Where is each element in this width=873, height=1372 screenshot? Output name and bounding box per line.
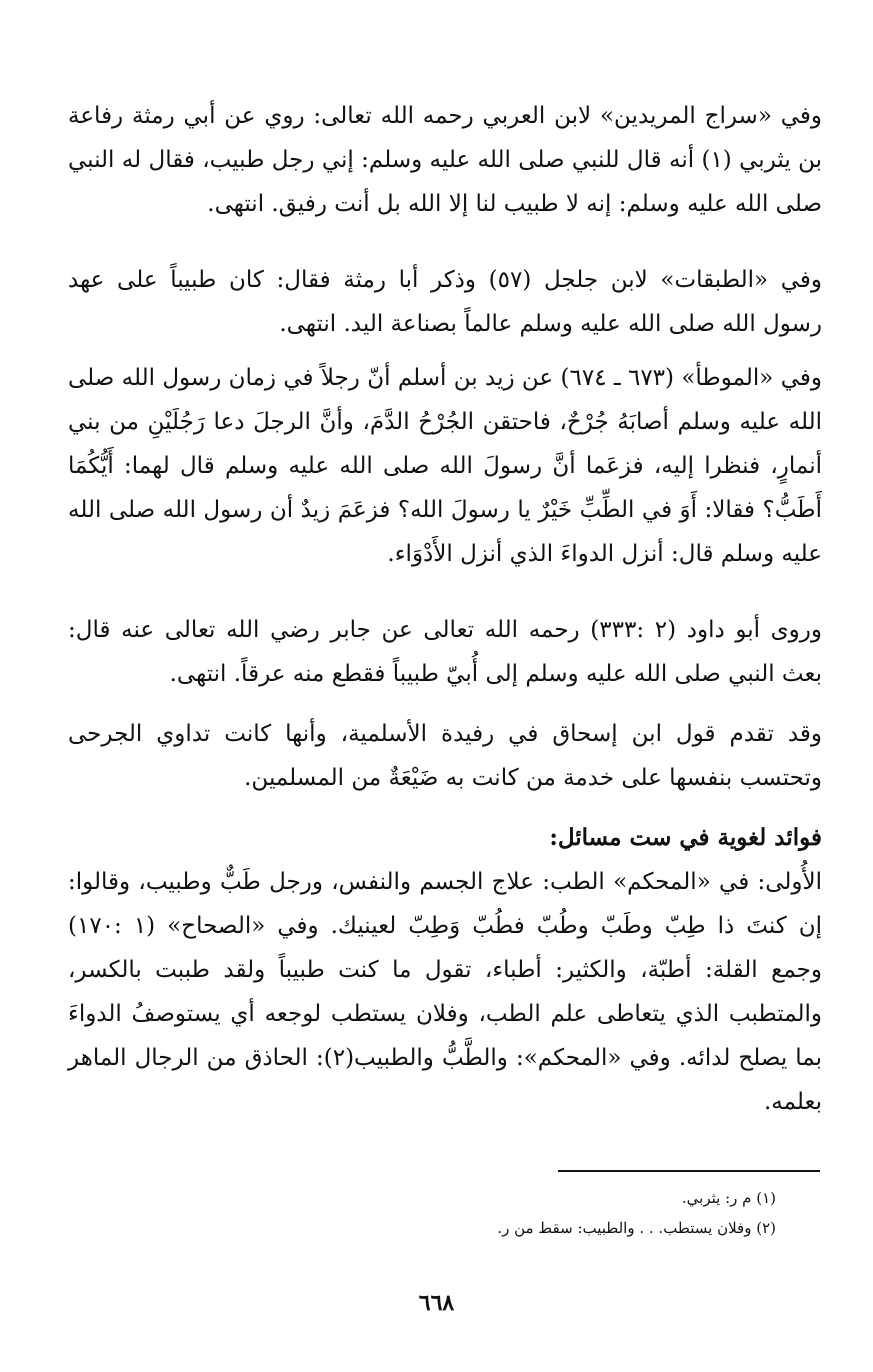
paragraph-abu-dawud: وروى أبو داود (٢ :٣٣٣) رحمه الله تعالى عن جابر رضي الله تعالى عنه قال: بعث النبي صلى الله عليه وسلم إلى أُبيّ طبيباً فقطع منه عرقاً. انتهى. <box>68 617 823 687</box>
paragraph-rufaida: وقد تقدم قول ابن إسحاق في رفيدة الأسلمية، وأنها كانت تداوي الجرحى وتحتسب بنفسها على خدمة من كانت به ضَيْعَةٌ من المسلمين. <box>68 721 822 791</box>
page-number: ٦٦٨ <box>418 1290 455 1316</box>
paragraph-muwatta: وفي «الموطأ» (٦٧٣ ـ ٦٧٤) عن زيد بن أسلم أنّ رجلاً في زمان رسول الله صلى الله عليه وسلم أصابَهُ جُرْحٌ، فاحتقن الجُرْحُ الدَّمَ، وأنَّ الرجلَ دعا رَجُلَيْنِ من بني أنمارٍ، فنظرا إليه، فزعَما أنَّ رسولَ الله صلى الله عليه وسلم قال لهما: أَيُّكُمَا أَطَبُّ؟ فقالا: أَوَ في الطِّبِّ خَيْرٌ يا رسولَ الله؟ فزعَمَ زيدٌ أن رسول الله صلى الله عليه وسلم قال: أنزل الدواءَ الذي أنزل الأَدْوَاء. <box>68 365 822 567</box>
paragraph-siraj-al-muridin: وفي «سراج المريدين» لابن العربي رحمه الله تعالى: روي عن أبي رمثة رفاعة بن يثربي (١) أنه قال للنبي صلى الله عليه وسلم: إني رجل طبيب، فقال له النبي صلى الله عليه وسلم: إنه لا طبيب لنا إلا الله بل أنت رفيق. انتهى. <box>68 103 822 217</box>
footnote-1: (١) م ر: يثربي. <box>681 1189 776 1207</box>
paragraph-tabaqat: وفي «الطبقات» لابن جلجل (٥٧) وذكر أبا رمثة فقال: كان طبيباً على عهد رسول الله صلى الله عليه وسلم عالماً بصناعة اليد. انتهى. <box>68 267 822 337</box>
footnote-2: (٢) وفلان يستطب. . . والطبيب: سقط من ر. <box>497 1219 776 1237</box>
section-heading: فوائد لغوية في ست مسائل: <box>549 824 822 851</box>
paragraph-linguistic-notes: الأُولى: في «المحكم» الطب: علاج الجسم والنفس، ورجل طَبٌّ وطبيب، وقالوا: إن كنتَ ذا طِبّ وطَبّ وطُبّ فطُبّ وَطِبّ لعينيك. وفي «الصحاح» (١ :١٧٠) وجمع القلة: أطبّة، والكثير: أطباء، تقول ما كنت طبيباً ولقد طببت بالكسر، والمتطبب الذي يتعاطى علم الطب، وفلان يستطب لوجعه أي يستوصفُ الدواءَ بما يصلح لدائه. وفي «المحكم»: والطَّبُّ والطبيب(٢): الحاذق من الرجال الماهر بعلمه. <box>68 869 822 1115</box>
footnote-divider <box>558 1170 820 1172</box>
